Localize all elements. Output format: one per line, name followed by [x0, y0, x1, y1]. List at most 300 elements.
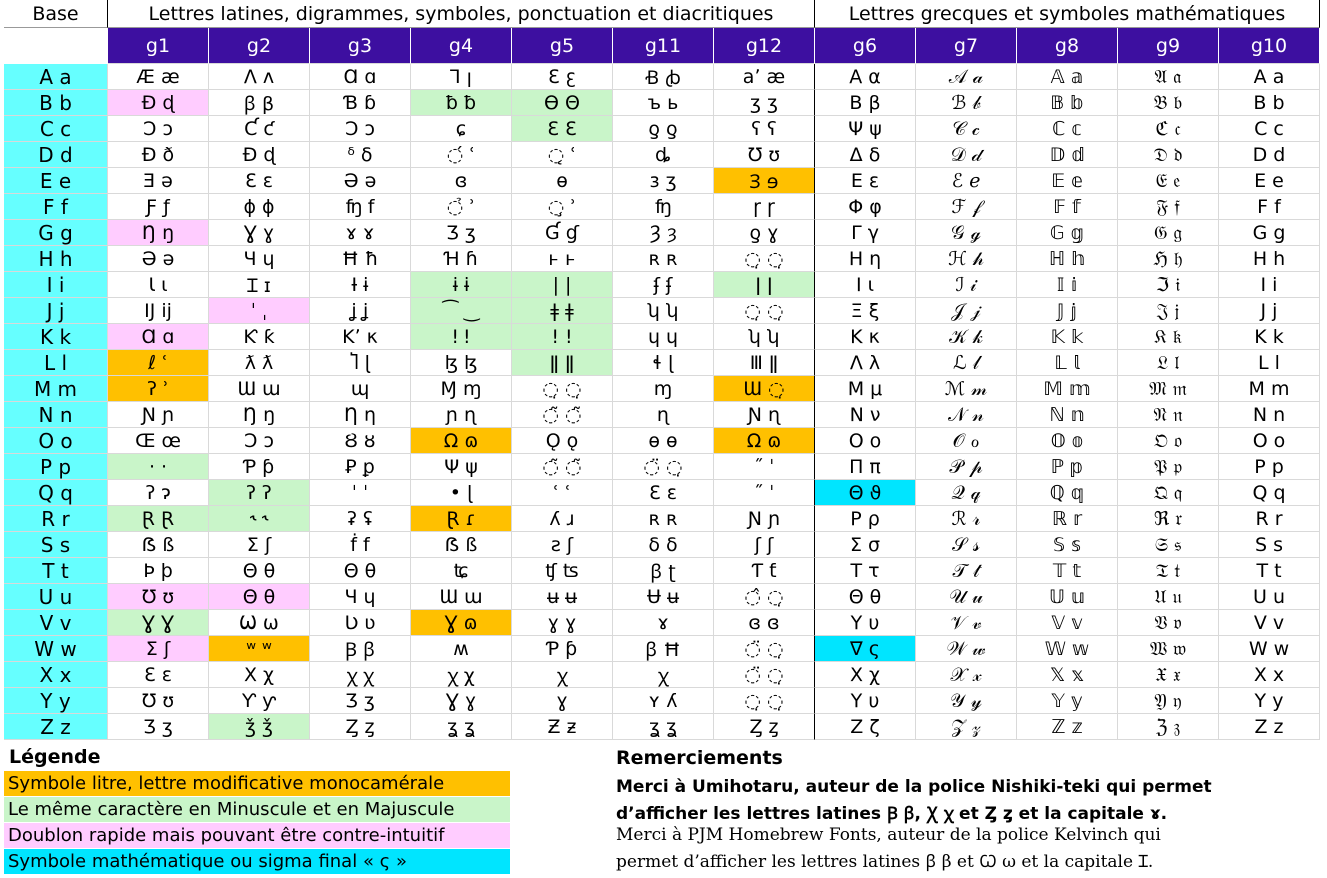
thanks-line-2: d’afficher les lettres latines Ꞵ ꞵ, Ꭓ ꭓ et Ȥ ȥ et la capitale ɤ. — [616, 804, 1168, 824]
glyph-cell-g8: 𝔾 𝕘 — [1017, 220, 1118, 246]
glyph-cell-g8: ℍ 𝕙 — [1017, 246, 1118, 272]
glyph-cell-g4: Ψ ψ — [411, 454, 512, 480]
glyph-cell-g6: Π π — [815, 454, 916, 480]
glyph-cell-g8: 𝕆 𝕠 — [1017, 428, 1118, 454]
glyph-cell-g7: ℋ 𝒽 — [916, 246, 1017, 272]
glyph-cell-g4: ꭓ χ — [411, 662, 512, 688]
glyph-cell-g3: Kʼ κ — [310, 324, 411, 350]
glyph-cell-g7: ℒ 𝓁 — [916, 350, 1017, 376]
glyph-cell-g8: 𝕁 𝕛 — [1017, 298, 1118, 324]
glyph-cell-g12: ◌̂ ◌̣ — [714, 584, 815, 610]
glyph-cell-g5: ◌̃ ◌̃ — [512, 454, 613, 480]
glyph-cell-g5: ʎ ɹ — [512, 506, 613, 532]
glyph-cell-g3: ʡ ʢ — [310, 506, 411, 532]
glyph-cell-g3: Ч ɥ — [310, 584, 411, 610]
glyph-cell-g2: Σ ʃ — [209, 532, 310, 558]
glyph-cell-g6: Ο ο — [815, 428, 916, 454]
glyph-cell-g6: Α α — [815, 64, 916, 90]
glyph-cell-g8: ℕ 𝕟 — [1017, 402, 1118, 428]
glyph-cell-g2: Θ θ — [209, 558, 310, 584]
glyph-cell-g8: ℂ 𝕔 — [1017, 116, 1118, 142]
glyph-cell-g11: Ʉ ʉ — [613, 584, 714, 610]
base-letter-cell: G g — [4, 220, 108, 246]
glyph-cell-g11: ʏ ʎ — [613, 688, 714, 714]
glyph-cell-g9: ℨ 𝔷 — [1118, 714, 1219, 740]
base-letter-cell: Y y — [4, 688, 108, 714]
glyph-cell-g6: Ι ι — [815, 272, 916, 298]
glyph-cell-g2: Ƴ ƴ — [209, 688, 310, 714]
glyph-cell-g1: Ɩ ɩ — [108, 272, 209, 298]
glyph-cell-g4: ƀ ƀ — [411, 90, 512, 116]
latin-group-header: Lettres latines, digrammes, symboles, ponctuation et diacritiques — [108, 0, 815, 28]
glyph-cell-g3: Ɑ ɑ — [310, 64, 411, 90]
glyph-cell-g7: 𝒟 𝒹 — [916, 142, 1017, 168]
glyph-cell-g4: • ɭ — [411, 480, 512, 506]
column-header-g2: g2 — [209, 28, 310, 64]
thanks-title: Remerciements — [616, 747, 783, 769]
glyph-cell-g3: Ꞵ ꞵ — [310, 636, 411, 662]
glyph-cell-g10: A a — [1219, 64, 1320, 90]
glyph-cell-g12: Ʊ ʊ — [714, 142, 815, 168]
glyph-cell-g11: ɥ ɥ — [613, 324, 714, 350]
glyph-cell-g11: Ɛ ɛ — [613, 480, 714, 506]
glyph-cell-g1: · · — [108, 454, 209, 480]
base-letter-cell: D d — [4, 142, 108, 168]
glyph-cell-g7: ℬ 𝒷 — [916, 90, 1017, 116]
thanks-line-1: Merci à Umihotaru, auteur de la police Nishiki-teki qui permet — [616, 777, 1212, 797]
base-letter-cell: X x — [4, 662, 108, 688]
glyph-cell-g9: 𝔊 𝔤 — [1118, 220, 1219, 246]
glyph-cell-g8: 𝕀 𝕚 — [1017, 272, 1118, 298]
glyph-cell-g12: Ɜ ɘ — [714, 168, 815, 194]
glyph-cell-g9: 𝔒 𝔬 — [1118, 428, 1219, 454]
glyph-cell-g4: ɞ — [411, 168, 512, 194]
legend-title: Légende — [9, 746, 101, 768]
glyph-cell-g4: ʓ ʓ — [411, 714, 512, 740]
glyph-cell-g2: Ɪ ɪ — [209, 272, 310, 298]
glyph-cell-g11: ɤ — [613, 610, 714, 636]
glyph-cell-g1: Ĳ ĳ — [108, 298, 209, 324]
glyph-cell-g11: ʮ ʮ — [613, 298, 714, 324]
legend-item-cyan: Symbole mathématique ou sigma final « ς » — [4, 849, 510, 874]
base-letter-cell: I i — [4, 272, 108, 298]
glyph-cell-g5: ʉ ʉ — [512, 584, 613, 610]
glyph-cell-g2: Θ θ — [209, 584, 310, 610]
glyph-cell-g12: Ƭ ƭ — [714, 558, 815, 584]
glyph-cell-g6: Ν ν — [815, 402, 916, 428]
glyph-cell-g7: 𝒰 𝓊 — [916, 584, 1017, 610]
glyph-cell-g1: ẞ ß — [108, 532, 209, 558]
greek-group-header: Lettres grecques et symboles mathématiques — [815, 0, 1320, 28]
column-header-g11: g11 — [613, 28, 714, 64]
glyph-cell-g10: O o — [1219, 428, 1320, 454]
glyph-cell-g11: ꞵ ʈ — [613, 558, 714, 584]
glyph-cell-g9: 𝔘 𝔲 — [1118, 584, 1219, 610]
base-letter-cell: B b — [4, 90, 108, 116]
glyph-cell-g11: ɵ ɵ — [613, 428, 714, 454]
column-header-g3: g3 — [310, 28, 411, 64]
glyph-cell-g2: ɸ ɸ — [209, 194, 310, 220]
glyph-cell-g4: ɮ ɮ — [411, 350, 512, 376]
glyph-cell-g12: ɼ ɼ — [714, 194, 815, 220]
glyph-cell-g11: ɱ — [613, 376, 714, 402]
glyph-cell-g5: ǁ ǁ — [512, 350, 613, 376]
glyph-cell-g4: ʍ — [411, 636, 512, 662]
glyph-cell-g7: 𝒜 𝒶 — [916, 64, 1017, 90]
legend-item-pink: Doublon rapide mais pouvant être contre-intuitif — [4, 823, 510, 848]
glyph-cell-g6: Ψ ψ — [815, 116, 916, 142]
glyph-cell-g3: Ꝑ ꝑ — [310, 454, 411, 480]
glyph-cell-g9: 𝔈 𝔢 — [1118, 168, 1219, 194]
glyph-cell-g1: Ɣ Ɣ — [108, 610, 209, 636]
base-letter-cell: C c — [4, 116, 108, 142]
glyph-cell-g3: Ɓ ɓ — [310, 90, 411, 116]
glyph-cell-g7: 𝒢 ℊ — [916, 220, 1017, 246]
glyph-cell-g7: 𝒵 𝓏 — [916, 714, 1017, 740]
glyph-cell-g4: Ɱ ɱ — [411, 376, 512, 402]
glyph-cell-g4: ɨ ɨ — [411, 272, 512, 298]
glyph-cell-g12: Ɲ ɲ — [714, 506, 815, 532]
glyph-cell-g9: 𝔑 𝔫 — [1118, 402, 1219, 428]
glyph-cell-g12: aʼ æ — [714, 64, 815, 90]
glyph-cell-g4: Ɽ ɾ — [411, 506, 512, 532]
glyph-cell-g10: D d — [1219, 142, 1320, 168]
glyph-cell-g3: ɤ ɤ — [310, 220, 411, 246]
glyph-cell-g12: Ⅲ ǁ — [714, 350, 815, 376]
glyph-cell-g10: S s — [1219, 532, 1320, 558]
base-letter-cell: R r — [4, 506, 108, 532]
glyph-cell-g8: 𝕐 𝕪 — [1017, 688, 1118, 714]
glyph-cell-g6: Λ λ — [815, 350, 916, 376]
glyph-cell-g11: ȡ — [613, 142, 714, 168]
glyph-cell-g10: G g — [1219, 220, 1320, 246]
glyph-cell-g9: 𝔎 𝔨 — [1118, 324, 1219, 350]
glyph-cell-g9: 𝔇 𝔡 — [1118, 142, 1219, 168]
glyph-cell-g8: 𝕌 𝕦 — [1017, 584, 1118, 610]
column-header-g8: g8 — [1017, 28, 1118, 64]
glyph-cell-g7: 𝒥 𝒿 — [916, 298, 1017, 324]
glyph-cell-g2: Ɔ ɔ — [209, 428, 310, 454]
glyph-cell-g2: Ɛ ɛ — [209, 168, 310, 194]
glyph-cell-g12: ʮ ʮ — [714, 324, 815, 350]
glyph-cell-g1: Ɖ ɖ — [108, 90, 209, 116]
glyph-cell-g4: ʨ — [411, 558, 512, 584]
glyph-cell-g7: 𝒪 ℴ — [916, 428, 1017, 454]
glyph-cell-g3: ɰ — [310, 376, 411, 402]
glyph-cell-g11: Ȝ ȝ — [613, 220, 714, 246]
glyph-cell-g1: Œ œ — [108, 428, 209, 454]
glyph-cell-g6: Δ δ — [815, 142, 916, 168]
glyph-cell-g6: Θ ϑ — [815, 480, 916, 506]
glyph-cell-g12: ◌̣ ◌̣ — [714, 298, 815, 324]
glyph-cell-g1: Đ ð — [108, 142, 209, 168]
glyph-cell-g1: Ɑ ɑ — [108, 324, 209, 350]
glyph-cell-g10: I i — [1219, 272, 1320, 298]
glyph-cell-g5: ◌̧ ʾ — [512, 194, 613, 220]
glyph-cell-g6: Ρ ρ — [815, 506, 916, 532]
glyph-cell-g6: Κ κ — [815, 324, 916, 350]
glyph-cell-g4: ɲ ɳ — [411, 402, 512, 428]
base-letter-cell: Q q — [4, 480, 108, 506]
glyph-cell-g10: Z z — [1219, 714, 1320, 740]
glyph-cell-g6: Χ χ — [815, 662, 916, 688]
glyph-cell-g5: ɣ — [512, 688, 613, 714]
glyph-cell-g11: ɳ — [613, 402, 714, 428]
glyph-cell-g9: 𝔙 𝔳 — [1118, 610, 1219, 636]
glyph-cell-g4: ◌̉ ʾ — [411, 194, 512, 220]
column-header-g5: g5 — [512, 28, 613, 64]
glyph-cell-g1: Ʊ ʊ — [108, 688, 209, 714]
glyph-cell-g6: Τ τ — [815, 558, 916, 584]
glyph-cell-g5: ǂ ǂ — [512, 298, 613, 324]
glyph-cell-g8: 𝔹 𝕓 — [1017, 90, 1118, 116]
glyph-cell-g8: 𝔽 𝕗 — [1017, 194, 1118, 220]
glyph-cell-g6: Θ θ — [815, 584, 916, 610]
glyph-cell-g7: 𝒦 𝓀 — [916, 324, 1017, 350]
glyph-cell-g3: ˈ ˈ — [310, 480, 411, 506]
glyph-cell-g8: 𝕃 𝕝 — [1017, 350, 1118, 376]
glyph-cell-g6: Β β — [815, 90, 916, 116]
glyph-cell-g12: Ω ɷ — [714, 428, 815, 454]
glyph-cell-g12: Ɯ ◌̣ — [714, 376, 815, 402]
glyph-cell-g8: 𝔼 𝕖 — [1017, 168, 1118, 194]
glyph-cell-g8: 𝕄 𝕞 — [1017, 376, 1118, 402]
glyph-cell-g11: ʄ ʄ — [613, 272, 714, 298]
glyph-cell-g3: Ɨ ɨ — [310, 272, 411, 298]
base-letter-cell: H h — [4, 246, 108, 272]
glyph-cell-g10: E e — [1219, 168, 1320, 194]
glyph-cell-g9: 𝔚 𝔴 — [1118, 636, 1219, 662]
base-letter-cell: Z z — [4, 714, 108, 740]
glyph-cell-g2: ʷ ʷ — [209, 636, 310, 662]
glyph-cell-g5: ◌̨ ʿ — [512, 142, 613, 168]
glyph-cell-g11: ɜ ʒ — [613, 168, 714, 194]
glyph-cell-g9: 𝔜 𝔶 — [1118, 688, 1219, 714]
glyph-cell-g4: Ɯ ɯ — [411, 584, 512, 610]
glyph-cell-g8: 𝕍 𝕧 — [1017, 610, 1118, 636]
glyph-cell-g10: L l — [1219, 350, 1320, 376]
glyph-cell-g10: B b — [1219, 90, 1320, 116]
glyph-cell-g10: U u — [1219, 584, 1320, 610]
glyph-cell-g7: ℳ 𝓂 — [916, 376, 1017, 402]
glyph-cell-g3: Ƞ η — [310, 402, 411, 428]
glyph-cell-g5: ɵ — [512, 168, 613, 194]
glyph-cell-g2: Ƥ ƥ — [209, 454, 310, 480]
glyph-cell-g10: N n — [1219, 402, 1320, 428]
glyph-cell-g3: ʩ f — [310, 194, 411, 220]
glyph-cell-g8: 𝔸 𝕒 — [1017, 64, 1118, 90]
glyph-cell-g8: ℤ 𝕫 — [1017, 714, 1118, 740]
base-letter-cell: L l — [4, 350, 108, 376]
glyph-cell-g4: Ɦ ɦ — [411, 246, 512, 272]
glyph-cell-g2: ƛ ƛ — [209, 350, 310, 376]
glyph-cell-g3: Ʒ ʒ — [310, 688, 411, 714]
glyph-cell-g3: Ħ ħ — [310, 246, 411, 272]
base-letter-cell: M m — [4, 376, 108, 402]
glyph-cell-g8: 𝕏 𝕩 — [1017, 662, 1118, 688]
glyph-cell-g9: 𝔖 𝔰 — [1118, 532, 1219, 558]
glyph-cell-g10: C c — [1219, 116, 1320, 142]
glyph-cell-g1: Ǝ ə — [108, 168, 209, 194]
glyph-cell-g5: ꭓ — [512, 662, 613, 688]
glyph-cell-g12: ◌̣ ◌̣ — [714, 246, 815, 272]
glyph-cell-g9: 𝔄 𝔞 — [1118, 64, 1219, 90]
glyph-cell-g12: Ȥ ȥ — [714, 714, 815, 740]
glyph-cell-g7: ℱ 𝒻 — [916, 194, 1017, 220]
glyph-cell-g11: ʓ ʓ — [613, 714, 714, 740]
glyph-cell-g3: Ȥ ȥ — [310, 714, 411, 740]
glyph-cell-g10: K k — [1219, 324, 1320, 350]
glyph-cell-g1: Ʊ ʊ — [108, 584, 209, 610]
base-letter-cell: J j — [4, 298, 108, 324]
glyph-cell-g4: ǃ ǃ — [411, 324, 512, 350]
base-letter-cell: S s — [4, 532, 108, 558]
glyph-cell-g8: 𝔻 𝕕 — [1017, 142, 1118, 168]
glyph-cell-g2: Ɖ ɖ — [209, 142, 310, 168]
glyph-cell-g12: ◌̈ ◌̣ — [714, 636, 815, 662]
glyph-cell-g5: ◌̣ ◌̣ — [512, 376, 613, 402]
glyph-cell-g1: ʔ ʾ — [108, 376, 209, 402]
glyph-cell-g2: ꞵ β — [209, 90, 310, 116]
glyph-cell-g2: ʔ ʔ — [209, 480, 310, 506]
glyph-cell-g1: Σ ʃ — [108, 636, 209, 662]
glyph-cell-g9: 𝔗 𝔱 — [1118, 558, 1219, 584]
glyph-cell-g10: M m — [1219, 376, 1320, 402]
glyph-cell-g11: ʀ ʀ — [613, 506, 714, 532]
glyph-cell-g12: ʕ ʕ — [714, 116, 815, 142]
glyph-cell-g2: ǯ ǯ — [209, 714, 310, 740]
glyph-cell-g4: Ʒ ʒ — [411, 220, 512, 246]
glyph-cell-g4: ɕ — [411, 116, 512, 142]
glyph-cell-g8: ℚ 𝕢 — [1017, 480, 1118, 506]
glyph-cell-g7: 𝒞 𝒸 — [916, 116, 1017, 142]
glyph-cell-g1: Ɽ Ɽ — [108, 506, 209, 532]
legend-item-orange: Symbole litre, lettre modificative monocamérale — [4, 771, 510, 796]
column-header-g1: g1 — [108, 28, 209, 64]
glyph-cell-g12: ʒ ʒ — [714, 90, 815, 116]
glyph-cell-g4: ẞ ß — [411, 532, 512, 558]
column-header-g6: g6 — [815, 28, 916, 64]
glyph-cell-g12: ʃ ʃ — [714, 532, 815, 558]
glyph-cell-g1: Æ æ — [108, 64, 209, 90]
glyph-cell-g5: ʿ ʿ — [512, 480, 613, 506]
glyph-cell-g5: ƨ ʃ — [512, 532, 613, 558]
glyph-cell-g9: 𝔉 𝔣 — [1118, 194, 1219, 220]
glyph-cell-g5: ʧ ʦ — [512, 558, 613, 584]
glyph-cell-g8: ℙ 𝕡 — [1017, 454, 1118, 480]
glyph-cell-g8: 𝕎 𝕨 — [1017, 636, 1118, 662]
glyph-cell-g11: ɬ ɭ — [613, 350, 714, 376]
glyph-cell-g6: Υ υ — [815, 610, 916, 636]
column-header-g9: g9 — [1118, 28, 1219, 64]
glyph-cell-g6: Ε ε — [815, 168, 916, 194]
glyph-cell-g5: ϴ Θ — [512, 90, 613, 116]
base-letter-cell: N n — [4, 402, 108, 428]
glyph-cell-g8: 𝕊 𝕤 — [1017, 532, 1118, 558]
base-letter-cell: U u — [4, 584, 108, 610]
glyph-cell-g1: Ƒ ƒ — [108, 194, 209, 220]
glyph-cell-g10: T t — [1219, 558, 1320, 584]
base-header: Base — [4, 0, 108, 28]
glyph-cell-g3: ḟ f — [310, 532, 411, 558]
glyph-cell-g11: ẟ ẟ — [613, 532, 714, 558]
glyph-cell-g7: 𝒩 𝓃 — [916, 402, 1017, 428]
glyph-cell-g12: ƍ ɣ — [714, 220, 815, 246]
glyph-cell-g6: ∇ ς — [815, 636, 916, 662]
glyph-cell-g2: Ч ɥ — [209, 246, 310, 272]
column-header-g10: g10 — [1219, 28, 1320, 64]
glyph-cell-g3: Ɔ ɔ — [310, 116, 411, 142]
glyph-cell-g3: Ⴈ ɭ — [310, 350, 411, 376]
glyph-cell-g7: 𝒲 𝓌 — [916, 636, 1017, 662]
glyph-cell-g3: ᵟ δ — [310, 142, 411, 168]
base-letter-cell: E e — [4, 168, 108, 194]
glyph-cell-g9: 𝔛 𝔵 — [1118, 662, 1219, 688]
glyph-cell-g12: ◌̣ ◌̣ — [714, 688, 815, 714]
glyph-cell-g9: 𝔍 𝔧 — [1118, 298, 1219, 324]
glyph-cell-g1: Ɔ ɔ — [108, 116, 209, 142]
glyph-cell-g2: Ƙ ƙ — [209, 324, 310, 350]
glyph-cell-g5: Ɠ ɠ — [512, 220, 613, 246]
glyph-cell-g2: Ƈ ƈ — [209, 116, 310, 142]
glyph-cell-g4: Ɣ ɣ — [411, 688, 512, 714]
base-letter-cell: V v — [4, 610, 108, 636]
glyph-cell-g10: H h — [1219, 246, 1320, 272]
glyph-cell-g2: Λ ʌ — [209, 64, 310, 90]
glyph-cell-g7: ℛ 𝓇 — [916, 506, 1017, 532]
glyph-cell-g1: Ŋ ŋ — [108, 220, 209, 246]
glyph-cell-g6: Φ φ — [815, 194, 916, 220]
glyph-cell-g1: ℓ ʿ — [108, 350, 209, 376]
glyph-cell-g5: ɣ ɣ — [512, 610, 613, 636]
glyph-cell-g11: ъ ь — [613, 90, 714, 116]
glyph-cell-g10: J j — [1219, 298, 1320, 324]
glyph-cell-g7: 𝒴 𝓎 — [916, 688, 1017, 714]
glyph-cell-g11: ƍ ƍ — [613, 116, 714, 142]
column-header-g4: g4 — [411, 28, 512, 64]
glyph-cell-g10: F f — [1219, 194, 1320, 220]
glyph-cell-g4: ◌́ ʿ — [411, 142, 512, 168]
glyph-cell-g3: ʝ ʝ — [310, 298, 411, 324]
glyph-cell-g11: Ꞗ ꞗ — [613, 64, 714, 90]
glyph-cell-g1: Ɛ ɛ — [108, 662, 209, 688]
glyph-cell-g7: ℐ 𝒾 — [916, 272, 1017, 298]
glyph-cell-g7: 𝒫 𝓅 — [916, 454, 1017, 480]
glyph-cell-g3: Ə ə — [310, 168, 411, 194]
glyph-cell-g6: Σ σ — [815, 532, 916, 558]
glyph-cell-g9: 𝔓 𝔭 — [1118, 454, 1219, 480]
glyph-cell-g7: 𝒮 𝓈 — [916, 532, 1017, 558]
glyph-cell-g2: Ɣ ɣ — [209, 220, 310, 246]
glyph-cell-g6: Γ γ — [815, 220, 916, 246]
glyph-cell-g9: ℜ 𝔯 — [1118, 506, 1219, 532]
glyph-cell-g11: ʩ — [613, 194, 714, 220]
base-letter-cell: K k — [4, 324, 108, 350]
glyph-cell-g4: Ꞁ ꞁ — [411, 64, 512, 90]
glyph-cell-g11: ꭓ — [613, 662, 714, 688]
glyph-cell-g12: ˝ ˈ — [714, 480, 815, 506]
glyph-cell-g5: Ɛ Ɛ — [512, 116, 613, 142]
glyph-cell-g4: ⁀ ‿ — [411, 298, 512, 324]
base-letter-cell: W w — [4, 636, 108, 662]
glyph-cell-g6: Ζ ζ — [815, 714, 916, 740]
glyph-cell-g2: ˈ ˌ — [209, 298, 310, 324]
glyph-cell-g11: ꞵ Ħ — [613, 636, 714, 662]
glyph-cell-g9: 𝔅 𝔟 — [1118, 90, 1219, 116]
glyph-cell-g7: 𝒬 𝓆 — [916, 480, 1017, 506]
glyph-cell-g12: ǀ ǀ — [714, 272, 815, 298]
glyph-cell-g3: Θ θ — [310, 558, 411, 584]
